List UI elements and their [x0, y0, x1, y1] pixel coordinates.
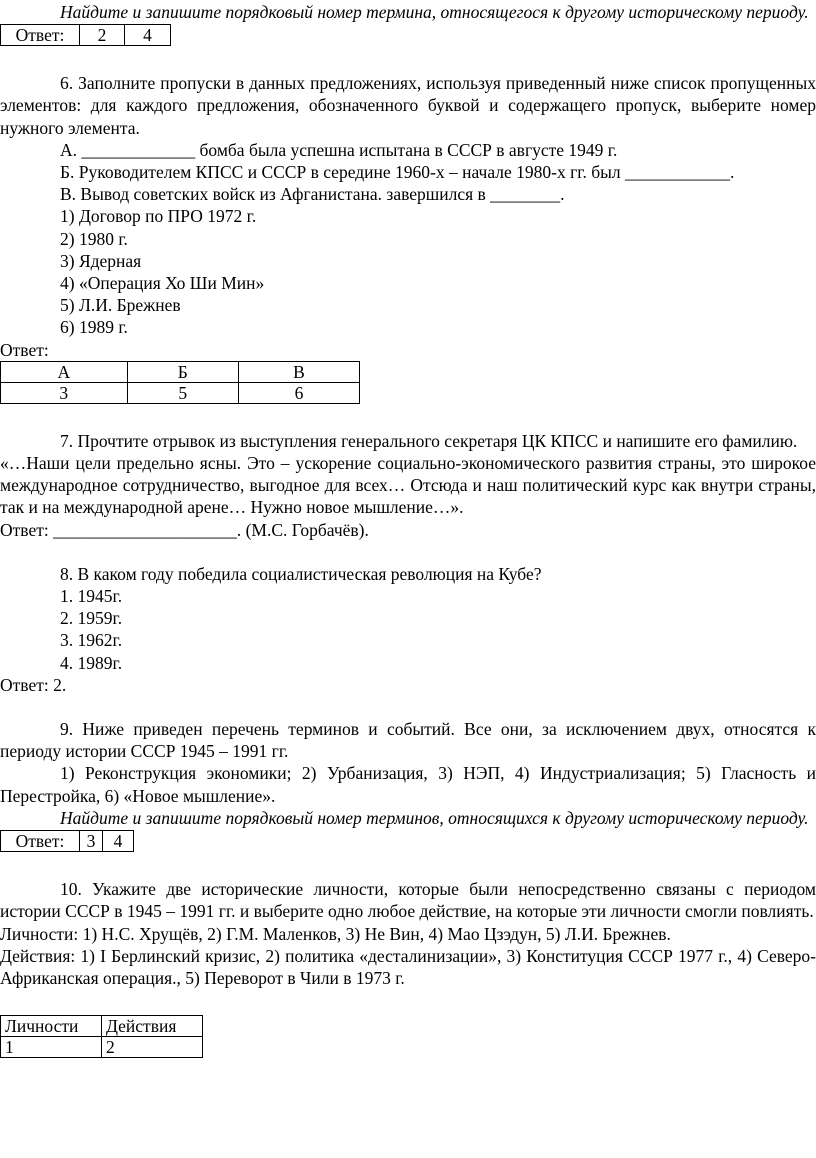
answer-cell: 1 [1, 1037, 102, 1058]
answer-cell: 3 [80, 831, 103, 852]
q10-text: 10. Укажите две исторические личности, которые были непосредственно связаны с периодом истории СССР в 1945 – 1991 гг. и выберите одно любое действие, на которые эти личности смогли повлиять. [0, 879, 816, 922]
header-cell: Действия [102, 1016, 203, 1037]
q6-option: 1) Договор по ПРО 1972 г. [60, 206, 257, 227]
q9-list: 1) Реконструкция экономики; 2) Урбанизация, 3) НЭП, 4) Индустриализация; 5) Гласность и Перестройка, 6) «Новое мышление». [0, 763, 816, 806]
q8-option: 1. 1945г. [60, 586, 123, 607]
q8-option: 2. 1959г. [60, 608, 123, 629]
q6-option: 4) «Операция Хо Ши Мин» [60, 273, 265, 294]
answer-cell: 4 [103, 831, 134, 852]
answer-cell: 5 [127, 382, 238, 403]
q8-answer: Ответ: 2. [0, 674, 67, 695]
answer-cell: 2 [102, 1037, 203, 1058]
q6-text: 6. Заполните пропуски в данных предложениях, используя приведенный ниже список пропущенных элементов: для каждого предложения, обозначенного буквой и содержащего пропуск, выберите номер нужного элемента. [0, 73, 816, 138]
q6-answer-table [0, 361, 360, 404]
q8-option: 4. 1989г. [60, 652, 123, 673]
q10-answer-table [0, 1015, 203, 1058]
header-cell: В [239, 361, 360, 382]
q7-quote: «…Наши цели предельно ясны. Это – ускорение социально-экономического развития страны, это широкое международное сотрудничество, выгодное для всех… Отсюда и наш политический курс как внутри страны, так и на международной арене… Нужно новое мышление…». [0, 453, 816, 518]
q6-answer-label: Ответ: [0, 339, 49, 360]
q8-text: 8. В каком году победила социалистическая революция на Кубе? [60, 563, 542, 584]
q5-answer-table [0, 24, 171, 46]
answer-cell: 4 [125, 25, 171, 46]
q6-option: 3) Ядерная [60, 250, 142, 271]
answer-label: Ответ: [1, 25, 80, 46]
answer-cell: 3 [1, 382, 128, 403]
answer-cell: 6 [239, 382, 360, 403]
answer-cell: 2 [80, 25, 125, 46]
header-cell: А [1, 361, 128, 382]
header-cell: Б [127, 361, 238, 382]
q10-actions: Действия: 1) I Берлинский кризис, 2) политика «десталинизации», 3) Конституция СССР 1977 г., 4) Северо-Африканская операция., 5) Переворот в Чили в 1973 г. [0, 945, 816, 988]
header-cell: Личности [1, 1016, 102, 1037]
q7-answer: Ответ: _____________________. (М.С. Горбачёв). [0, 519, 369, 540]
q9-answer-table [0, 830, 134, 852]
q6-sentence: А. _____________ бомба была успешна испытана в СССР в августе 1949 г. [60, 139, 618, 160]
q6-sentence: Б. Руководителем КПСС и СССР в середине 1960-х – начале 1980-х гг. был ____________. [60, 162, 735, 183]
q5-instruction: Найдите и запишите порядковый номер термина, относящегося к другому историческому периоду. [60, 2, 809, 22]
q6-option: 2) 1980 г. [60, 228, 128, 249]
answer-label: Ответ: [1, 831, 80, 852]
q10-persons: Личности: 1) Н.С. Хрущёв, 2) Г.М. Маленков, 3) Не Вин, 4) Мао Цзэдун, 5) Л.И. Брежнев. [0, 923, 671, 944]
q6-option: 6) 1989 г. [60, 317, 128, 338]
q6-option: 5) Л.И. Брежнев [60, 295, 181, 316]
q6-sentence: В. Вывод советских войск из Афганистана. завершился в ________. [60, 184, 565, 205]
q7-text: 7. Прочтите отрывок из выступления генерального секретаря ЦК КПСС и напишите его фамилию. [60, 430, 798, 451]
q9-text: 9. Ниже приведен перечень терминов и событий. Все они, за исключением двух, относятся к периоду истории СССР 1945 – 1991 гг. [0, 719, 816, 762]
q8-option: 3. 1962г. [60, 630, 123, 651]
q9-instruction: Найдите и запишите порядковый номер терминов, относящихся к другому историческому периоду. [60, 807, 809, 828]
